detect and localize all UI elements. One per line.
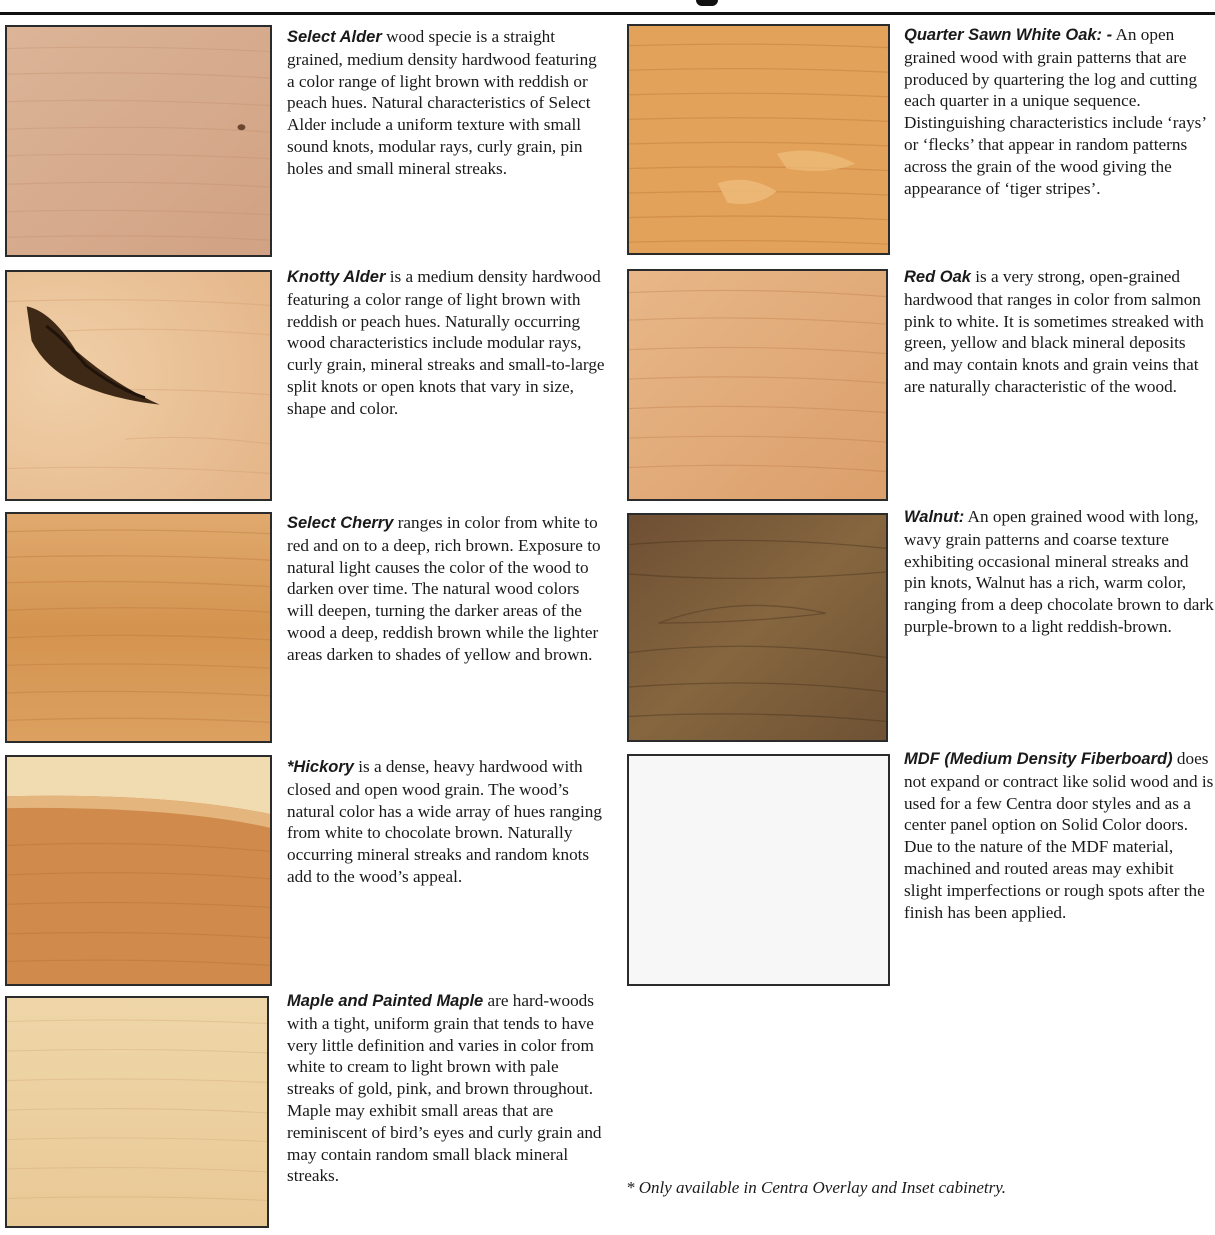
- maple-name: Maple and Painted Maple: [287, 992, 484, 1010]
- red-oak-description: is a very strong, open-grained hardwood that ranges in color from salmon pink to white. It is sometimes streaked with green, yellow and black mineral deposits and may contain knots and grain veins that are naturally characteristic of the wood.: [904, 267, 1204, 396]
- red-oak-name: Red Oak: [904, 268, 971, 286]
- mdf-description: does not expand or contract like solid wood and is used for a few Centra door styles and as a center panel option on Solid Color doors. Due to the nature of the MDF material, machined and routed areas may exhibit slight imperfections or rough spots after the finish has been applied.: [904, 749, 1214, 922]
- red-oak-swatch: [627, 269, 888, 501]
- quarter-sawn-white-oak-description: An open grained wood with grain patterns that are produced by quartering the log and cutting each quarter in a unique sequence. Distinguishing characteristics include ‘rays’ or ‘flecks’ that appear in random patterns across the grain of the wood giving the appearance of ‘tiger stripes’.: [904, 25, 1206, 198]
- select-cherry-name: Select Cherry: [287, 514, 394, 532]
- hickory-name: *Hickory: [287, 758, 354, 776]
- mdf-name: MDF (Medium Density Fiberboard): [904, 750, 1173, 768]
- mdf-swatch: [627, 754, 890, 986]
- header-rule: [0, 12, 1215, 15]
- knotty-alder-description: is a medium density hardwood featuring a color range of light brown with reddish or peach hues. Naturally occurring wood characteristics include modular rays, curly grain, mineral streaks and small-to-large split knots or open knots that vary in size, shape and color.: [287, 267, 605, 418]
- hickory-swatch: [5, 755, 272, 986]
- quarter-sawn-white-oak-name: Quarter Sawn White Oak: -: [904, 26, 1113, 44]
- header-title-fragment: [696, 0, 718, 6]
- footnote: * Only available in Centra Overlay and Inset cabinetry.: [626, 1178, 1007, 1197]
- hickory-description: is a dense, heavy hardwood with closed and open wood grain. The wood’s natural color has a wide array of hues ranging from white to chocolate brown. Naturally occurring mineral streaks and random knots add to the wood’s appeal.: [287, 757, 602, 886]
- select-alder-description: wood specie is a straight grained, medium density hardwood featuring a color range of light brown with reddish or peach hues. Natural characteristics of Select Alder include a uniform texture with small sound knots, modular rays, curly grain, pin holes and small mineral streaks.: [287, 27, 597, 178]
- maple-description: are hard-woods with a tight, uniform grain that tends to have very little definition and varies in color from white to cream to light brown with pale streaks of gold, pink, and brown throughout. Maple may exhibit small areas that are reminiscent of bird’s eyes and curly grain and may contain random small black mineral streaks.: [287, 991, 602, 1186]
- select-alder-swatch: [5, 25, 272, 257]
- knotty-alder-name: Knotty Alder: [287, 268, 386, 286]
- select-cherry-swatch: [5, 512, 272, 743]
- maple-swatch: [5, 996, 269, 1228]
- walnut-swatch: [627, 513, 888, 742]
- select-cherry-description: ranges in color from white to red and on to a deep, rich brown. Exposure to natural light causes the color of the wood to darken over time. The natural wood colors will deepen, turning the darker areas of the wood a deep, reddish brown while the lighter areas darken to shades of yellow and brown.: [287, 513, 601, 664]
- quarter-sawn-white-oak-swatch: [627, 24, 890, 255]
- walnut-description: An open grained wood with long, wavy grain patterns and coarse texture exhibiting occasional mineral streaks and pin knots, Walnut has a rich, warm color, ranging from a deep chocolate brown to dark purple-brown to a light reddish-brown.: [904, 507, 1214, 636]
- walnut-name: Walnut:: [904, 508, 965, 526]
- select-alder-name: Select Alder: [287, 28, 382, 46]
- knotty-alder-swatch: [5, 270, 272, 501]
